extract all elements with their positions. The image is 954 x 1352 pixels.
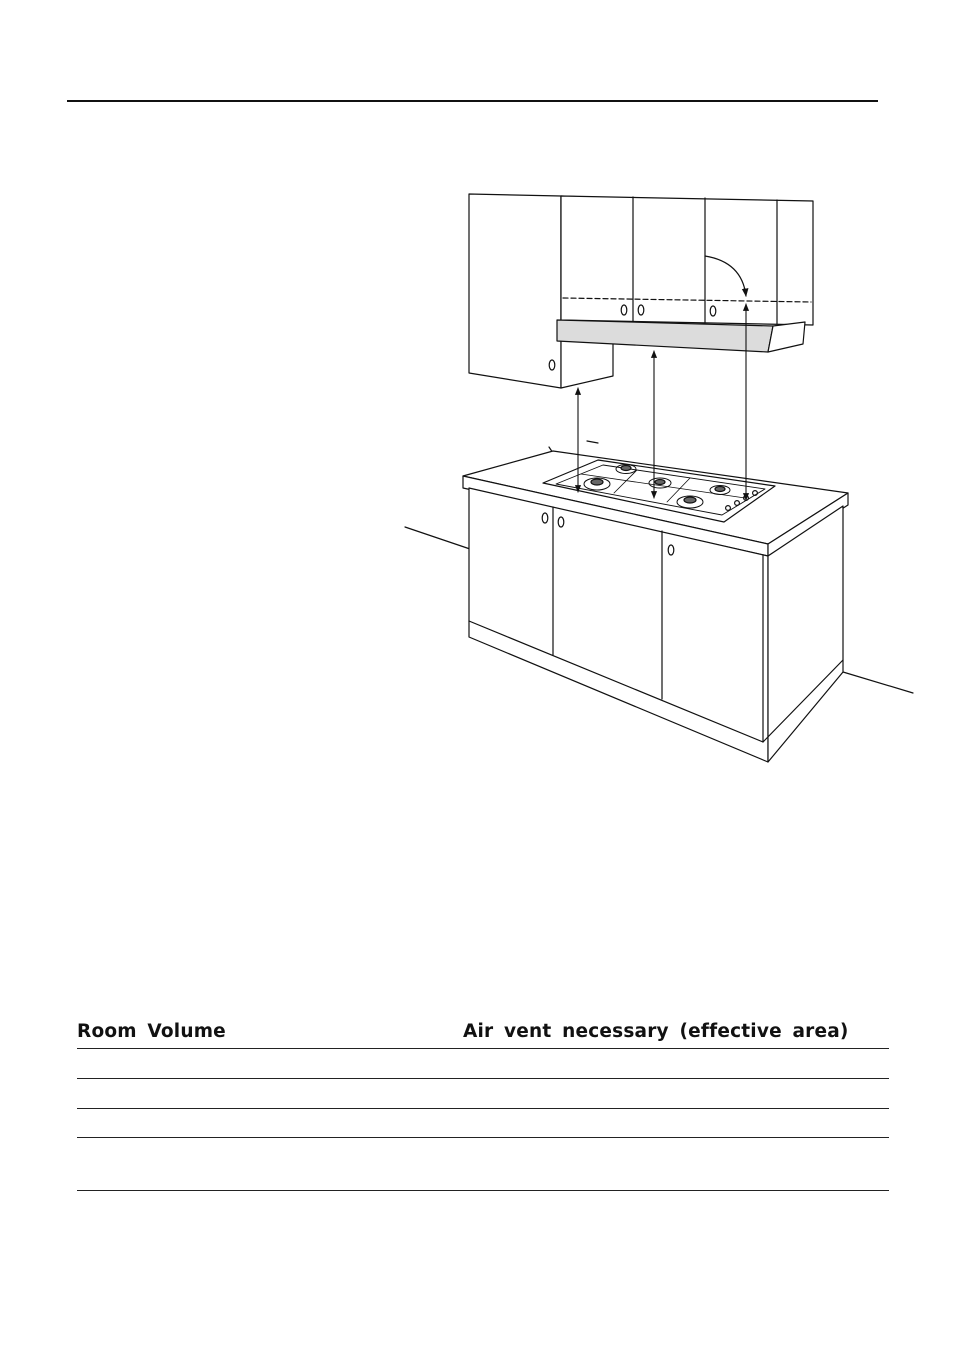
air-vent-table <box>77 1014 889 1191</box>
table-row <box>77 1078 889 1108</box>
header-room-volume: Room Volume <box>77 1021 226 1042</box>
header-rule <box>67 100 878 102</box>
kitchen-installation-diagram <box>400 185 920 770</box>
upper-cabinets <box>561 196 813 325</box>
table-row <box>77 1048 889 1078</box>
table-row <box>77 1137 889 1191</box>
table-header <box>77 1014 889 1044</box>
table-row <box>77 1108 889 1137</box>
header-air-vent: Air vent necessary (effective area) <box>463 1021 849 1042</box>
